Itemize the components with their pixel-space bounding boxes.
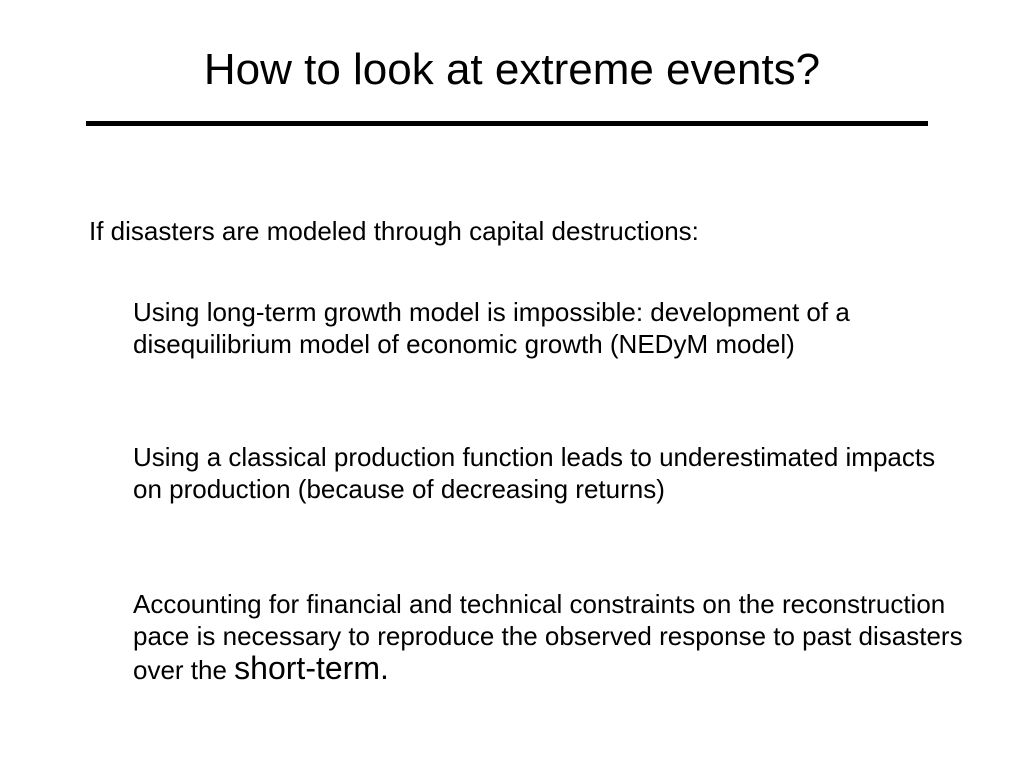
intro-text: If disasters are modeled through capital destructions: [89,216,699,246]
point-3-emphasis: short-term. [234,650,389,686]
title-underline [86,121,928,126]
slide-title: How to look at extreme events? [203,45,821,94]
point-2: Using a classical production function leads to underestimated impacts on production (because of decreasing returns) [133,442,936,504]
point-1: Using long-term growth model is impossible: development of a disequilibrium model of economic growth (NEDyM model) [133,297,850,359]
point-3 [133,588,963,686]
point-3-text: Accounting for financial and technical constraints on the reconstruction pace is necessary to reproduce the observed response to past disasters over the [133,589,963,685]
